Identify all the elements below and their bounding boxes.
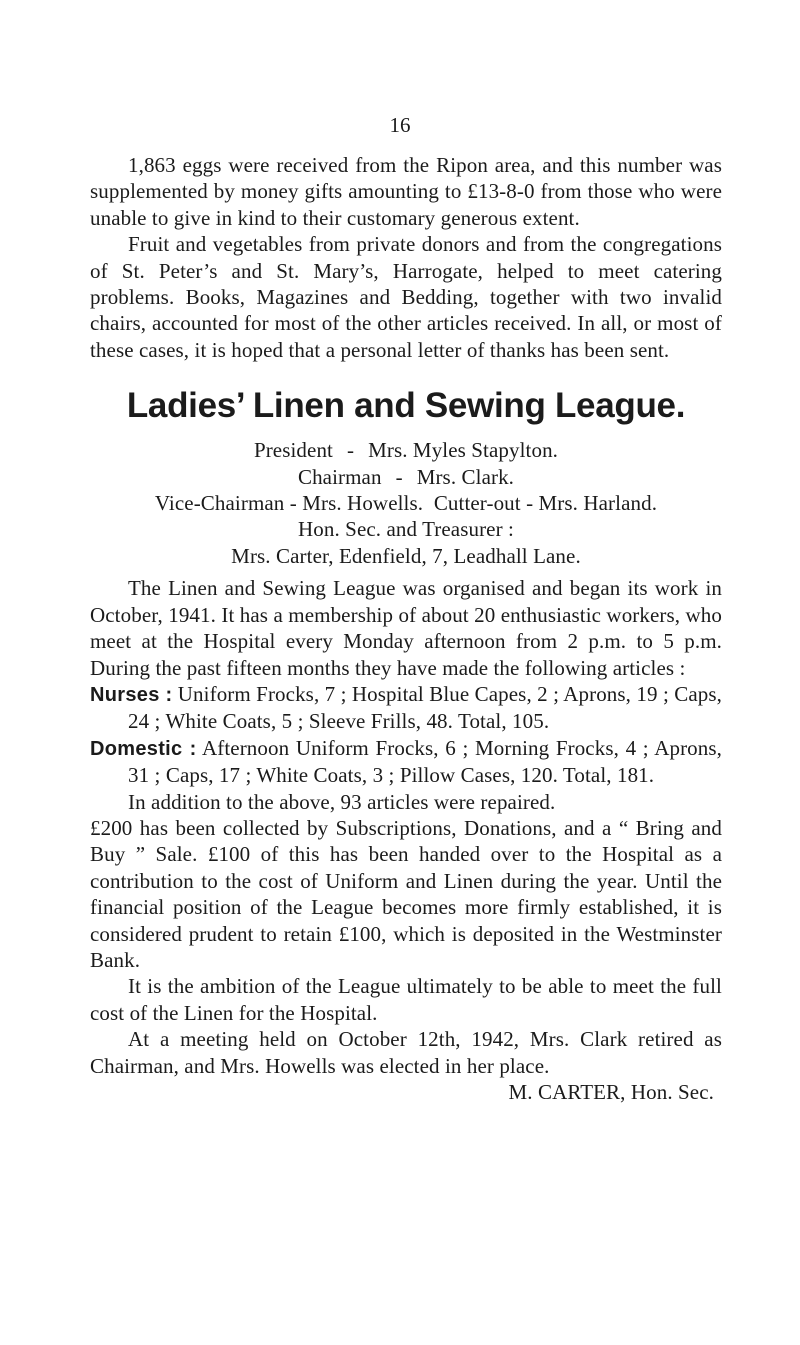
paragraph-meeting: At a meeting held on October 12th, 1942, Mrs. Clark retired as Chairman, and Mrs. Howells was elected in her place. (90, 1027, 722, 1078)
cutter-out-role: Cutter-out (433, 491, 521, 516)
dash-separator: - (526, 491, 534, 516)
section-title: Ladies’ Linen and Sewing League. (126, 386, 686, 426)
dash-separator: - (395, 464, 403, 489)
cutter-out-name: Mrs. Harland. (538, 491, 658, 516)
articles-domestic (90, 735, 722, 789)
articles-nurses (90, 681, 722, 735)
chairman-name: Mrs. Clark. (416, 464, 515, 489)
officer-chairman (90, 464, 722, 490)
paragraph-ambition: It is the ambition of the League ultimately to be able to meet the full cost of the Linen for the Hospital. (90, 974, 722, 1025)
officer-secretary-address: Mrs. Carter, Edenfield, 7, Leadhall Lane. (231, 543, 581, 568)
dash-separator: - (347, 438, 355, 463)
page-number: 16 (389, 113, 411, 137)
paragraph-eggs: 1,863 eggs were received from the Ripon area, and this number was supplemented by money gifts amounting to £13-8-0 from those who were unable to give in kind to their customary generous extent. (90, 153, 722, 230)
officer-secretary-role: Hon. Sec. and Treasurer : (298, 517, 514, 542)
paragraph-fruit-vegetables: Fruit and vegetables from private donors and from the congregations of St. Peter’s and St. Mary’s, Harrogate, helped to meet catering problems. Books, Magazines and Bedding, together with two invalid chairs, accounted for most of the other articles received. In all, or most of these cases, it is hoped that a personal letter of thanks has been sent. (90, 232, 722, 362)
signature: M. CARTER, Hon. Sec. (508, 1080, 714, 1104)
officer-vice-chairman-cutter (90, 490, 722, 516)
paragraph-funds: £200 has been collected by Subscriptions, Donations, and a “ Bring and Buy ” Sale. £100 of this has been handed over to the Hospital as a contribution to the cost of Uniform and Linen during the year. Until the financial position of the League becomes more firmly established, it is considered prudent to retain £100, which is deposited in the Westminster Bank. (90, 815, 722, 972)
articles-nurses-label: Nurses : (90, 683, 173, 706)
president-name: Mrs. Myles Stapylton. (368, 438, 559, 463)
articles-domestic-text: Afternoon Uniform Frocks, 6 ; Morning Frocks, 4 ; Aprons, 31 ; Caps, 17 ; White Coats, 3 ; Pillow Cases, 120. Total, 181. (128, 735, 722, 788)
vice-chairman-role: Vice-Chairman (154, 491, 285, 516)
chairman-role: Chairman (297, 464, 382, 489)
president-role: President (253, 438, 333, 463)
officers-list (90, 437, 722, 569)
paragraph-league-intro: The Linen and Sewing League was organised and began its work in October, 1941. It has a membership of about 20 enthusiastic workers, who meet at the Hospital every Monday afternoon from 2 p.m. to 5 p.m. During the past fifteen months they have made the following articles : (90, 576, 722, 680)
document-body (90, 152, 722, 1105)
articles-domestic-label: Domestic : (90, 737, 197, 760)
paragraph-repairs: In addition to the above, 93 articles were repaired. (128, 789, 556, 814)
vice-chairman-name: Mrs. Howells. (302, 491, 424, 516)
dash-separator: - (289, 491, 297, 516)
articles-nurses-text: Uniform Frocks, 7 ; Hospital Blue Capes, 2 ; Aprons, 19 ; Caps, 24 ; White Coats, 5 ; Sleeve Frills, 48. Total, 105. (128, 681, 722, 734)
officer-president (90, 437, 722, 463)
